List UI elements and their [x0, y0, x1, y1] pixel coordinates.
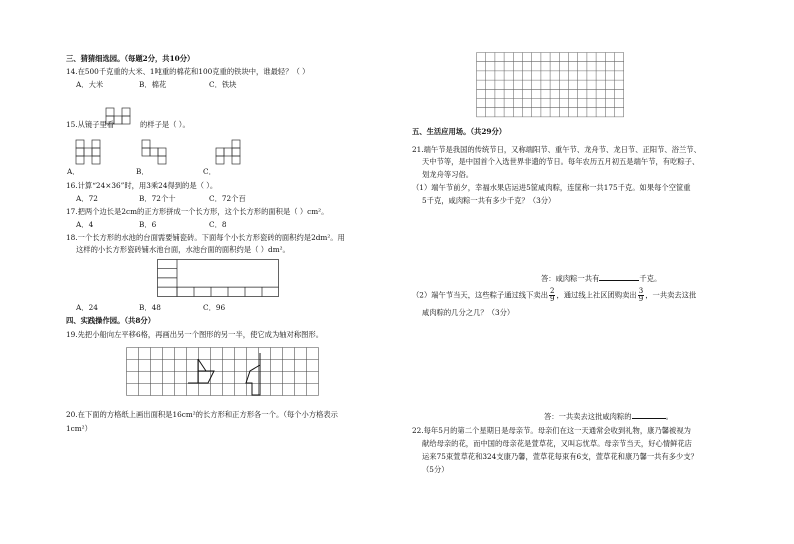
- q17-option-c: C．8: [209, 220, 227, 229]
- q15-stem-b: 的样子是（ ）。: [140, 120, 190, 129]
- q18-option-c: C．96: [203, 303, 226, 312]
- q18-line1: 18.一个长方形的水池的台面需要铺瓷砖。下面每个小长方形瓷砖的面积约是2dm²。用: [66, 233, 345, 242]
- q21-answer1-prefix: 答：咸肉粽一共有: [541, 274, 600, 283]
- q15-option-a-figure: [76, 140, 106, 168]
- q16-option-b: B．72个十: [139, 194, 176, 203]
- q18-pool-figure: [157, 259, 281, 299]
- q21-answer1: [541, 273, 661, 283]
- q15-figure: [106, 108, 138, 128]
- q17-stem: 17.把两个边长是2cm的正方形拼成一个长方形，这个长方形的面积是（ ）cm²。: [66, 207, 329, 216]
- q14-stem: 14.在500千克重的大米、1吨重的棉花和100克重的铁块中，谁最轻？（ ）: [66, 67, 310, 76]
- q14-option-c: C．铁块: [209, 80, 237, 89]
- section5-heading: 五、生活应用场。（共29分）: [412, 127, 507, 136]
- section3-heading: 三、猜猜细选园。（每题2分，共10分）: [66, 54, 195, 63]
- q16-stem: 16.计算“24×36”时，用3乘24得到的是（ ）。: [66, 181, 218, 190]
- q21-part1-line2: 5千克，咸肉粽一共有多少千克？（3分）: [422, 196, 556, 205]
- q19-stem: 19.先把小船向左平移6格，再画出另一个图形的另一半，使它成为轴对称图形。: [66, 330, 324, 339]
- q21-line2: 天中节等，是中国首个入选世界非遗的节日。每年农历五月初五是端午节，有吃粽子、: [422, 157, 700, 166]
- q21-fraction-offline: [549, 288, 555, 303]
- q22-line3: 运来75束萱草花和324支康乃馨，萱草花每束有6支，萱草花和康乃馨一共有多少支？: [422, 452, 698, 461]
- q16-option-c: C．72个百: [209, 194, 246, 203]
- q22-line4: （5分）: [422, 465, 449, 474]
- q19-grid: [126, 347, 320, 401]
- q20-line1: 20.在下面的方格纸上画出面积是16cm²的长方形和正方形各一个。（每个小方格表示: [66, 410, 338, 419]
- q21-fraction-online: [638, 288, 644, 303]
- q15-option-b: B．: [136, 167, 149, 176]
- section4-heading: 四、实践操作园。（共8分）: [66, 316, 155, 325]
- q21-answer1-blank[interactable]: [599, 273, 639, 281]
- q21-fraction-offline-denominator: 9: [550, 295, 555, 303]
- q21-fraction-offline-numerator: 2: [550, 287, 555, 295]
- q21-part1-line1: （1）端午节前夕，幸福水果店运进5筐咸肉粽，连筐称一共175千克。如果每个空筐重: [412, 183, 691, 192]
- q19-boat-sail: [198, 359, 206, 371]
- q21-part2-line1: [412, 288, 696, 303]
- q21-part2-text-a: （2）端午节当天，这些粽子通过线下卖出: [412, 290, 548, 300]
- q21-answer2: [544, 411, 673, 421]
- q15-option-b-figure: [142, 140, 172, 168]
- q17-option-a: A．4: [76, 220, 94, 229]
- q20-line2: 1cm²）: [66, 424, 92, 433]
- q18-option-a: A．24: [76, 303, 98, 312]
- q22-line1: 22.每年5月的第二个星期日是母亲节。母亲们在这一天通常会收到礼物，康乃馨被视为: [412, 426, 691, 435]
- q14-option-a: A．大米: [76, 80, 104, 89]
- q21-answer2-blank[interactable]: [632, 411, 666, 419]
- q15-option-c: C．: [203, 167, 216, 176]
- q21-part2-line2: 咸肉粽的几分之几？（3分）: [422, 308, 515, 317]
- q21-answer2-suffix: 。: [665, 412, 673, 421]
- q21-part2-text-c: ，一共卖去这批: [645, 290, 697, 300]
- q19-boat-shape: [188, 371, 214, 383]
- q18-line2: 这样的小长方形瓷砖铺水池台面，水池台面的面积约是（ ）dm²。: [76, 245, 290, 254]
- q21-fraction-online-numerator: 3: [638, 287, 644, 295]
- q17-option-b: B．6: [139, 220, 157, 229]
- q16-option-a: A．72: [76, 194, 98, 203]
- q21-part2-text-b: ，通过线上社区团购卖出: [556, 290, 637, 300]
- q21-fraction-online-denominator: 9: [638, 295, 644, 303]
- q21-answer1-suffix: 千克。: [639, 274, 662, 283]
- q21-answer2-prefix: 答：一共卖去这批咸肉粽的: [544, 412, 632, 421]
- q20-answer-grid: [476, 52, 626, 118]
- q15-option-a: A．: [67, 167, 80, 176]
- q15-stem-a: 15.从镜子里看: [66, 120, 115, 129]
- q15-option-c-figure: [216, 140, 246, 168]
- q21-line1: 21.端午节是我国的传统节日，又称端阳节、重午节、龙舟节、龙日节、正阳节、浴兰节、: [412, 145, 701, 154]
- q22-line2: 献给母亲的花，而中国的母亲花是萱草花，又叫忘忧草。母亲节当天，好心情鲜花店: [422, 439, 692, 448]
- q18-option-b: B．48: [139, 303, 161, 312]
- q14-option-b: B．棉花: [139, 80, 167, 89]
- q21-line3: 划龙舟等习俗。: [422, 170, 474, 179]
